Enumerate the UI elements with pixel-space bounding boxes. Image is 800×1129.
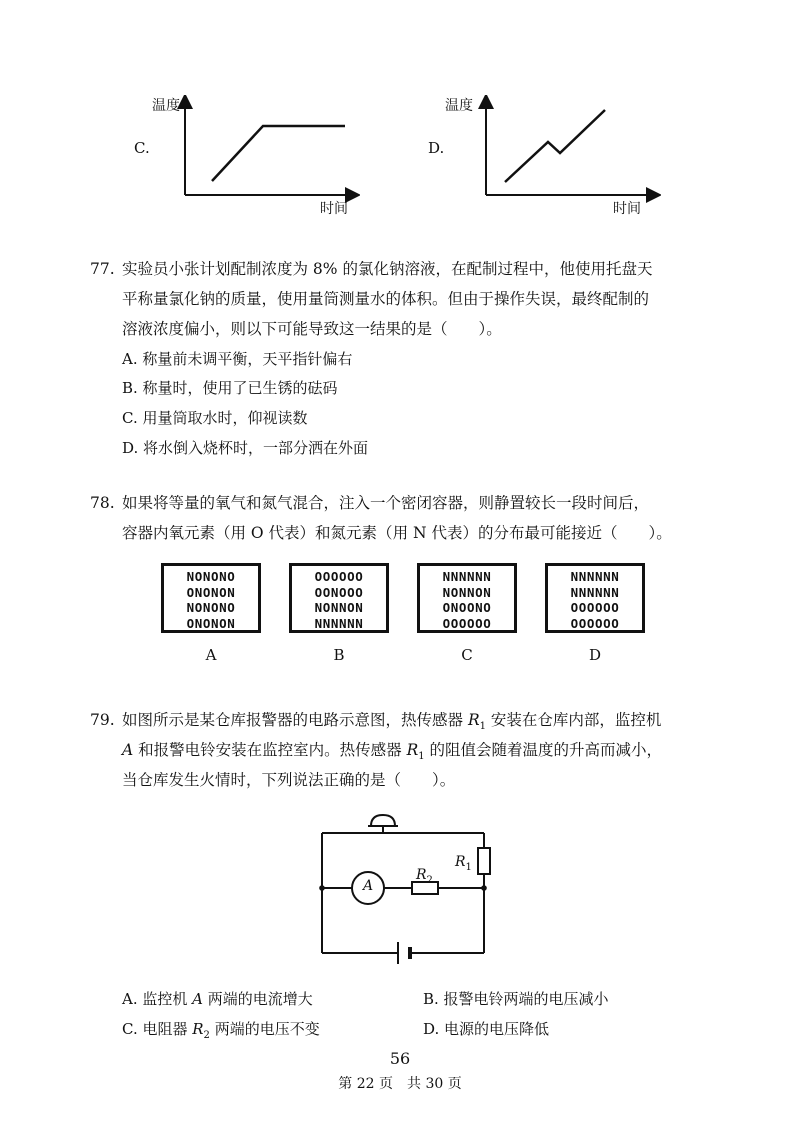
graph-d-option: D. [428,139,445,157]
question-text-line: 平称量氯化钠的质量，使用量筒测量水的体积。但由于操作失误，最终配制的 [122,290,650,308]
graph-d-ylabel: 温度 [445,98,473,114]
graph-c-ylabel: 温度 [152,98,180,114]
distribution-box-b [289,563,389,633]
box-row: NNNNNN [442,569,492,584]
option-c: C. 用量筒取水时，仰视读数 [122,409,308,427]
question-text-line: 实验员小张计划配制浓度为 8% 的氯化钠溶液，在配制过程中，他使用托盘天 [122,260,653,278]
graph-c-plot [175,95,360,205]
junction-dot [481,885,487,891]
option-b: B. 报警电铃两端的电压减小 [423,990,609,1008]
alarm-bell-icon [368,815,398,833]
distribution-box-c [417,563,517,633]
box-row: OONOOO [314,584,364,600]
question-text-line: 容器内氧元素（用 O 代表）和氮元素（用 N 代表）的分布最可能接近（ ）。 [122,524,672,542]
box-row: NONONO [186,600,236,615]
page-number: 56 [389,1049,411,1068]
box-row: NONNON [442,584,492,600]
question-text-line: 当仓库发生火情时，下列说法正确的是（ ）。 [122,771,456,789]
box-label-b: B [333,646,345,664]
question-text-line: 如图所示是某仓库报警器的电路示意图，热传感器 $R_1$ 安装在仓库内部，监控机 [122,711,662,733]
graph-c-xlabel: 时间 [320,201,348,217]
battery-icon [398,942,410,964]
box-label-d: D [588,646,602,664]
box-row: OOOOOO [570,600,620,615]
option-a: A. 称量前未调平衡，天平指针偏右 [122,350,353,368]
graph-d-curve [505,110,605,182]
option-d: D. 将水倒入烧杯时，一部分洒在外面 [122,439,369,457]
box-row: OOOOOO [442,615,492,631]
box-label-c: C [461,646,473,664]
box-row: NONNON [314,600,364,615]
page-info: 第 22 页 共 30 页 [338,1076,462,1092]
option-a: A. 监控机 A 两端的电流增大 [122,990,313,1008]
box-row: ONONON [186,615,236,631]
box-label-a: A [205,646,217,664]
box-row: OOOOOO [570,615,620,631]
box-row: ONONON [186,584,236,600]
r1-label: $R_1$ [455,854,472,873]
resistor-r1 [478,848,490,874]
ammeter-label: A [362,878,374,894]
question-text-line: 如果将等量的氧气和氮气混合，注入一个密闭容器，则静置较长一段时间后， [122,494,650,512]
option-b: B. 称量时，使用了已生锈的砝码 [122,379,338,397]
question-text-line: 溶液浓度偏小，则以下可能导致这一结果的是（ ）。 [122,320,502,338]
option-d: D. 电源的电压降低 [423,1020,550,1038]
circuit-diagram [310,808,510,973]
question-text-line: A 和报警电铃安装在监控室内。热传感器 $R_1$ 的阻值会随着温度的升高而减小， [122,741,663,763]
question-number: 79. [90,711,115,729]
question-number: 78. [90,494,115,512]
option-c: C. 电阻器 $R_2$ 两端的电压不变 [122,1020,320,1041]
graph-c-curve [212,126,345,181]
box-row: OOOOOO [314,569,364,584]
box-row: NNNNNN [570,584,620,600]
box-row: NNNNNN [570,569,620,584]
r2-label: $R_2$ [416,867,433,886]
box-row: NNNNNN [314,615,364,631]
graph-c-option: C. [134,139,150,157]
question-number: 77. [90,260,115,278]
graph-d-plot [476,95,661,205]
box-row: ONOONO [442,600,492,615]
distribution-box-d [545,563,645,633]
box-row: NONONO [186,569,236,584]
graph-d-xlabel: 时间 [613,201,641,217]
junction-dot [319,885,325,891]
distribution-box-a [161,563,261,633]
